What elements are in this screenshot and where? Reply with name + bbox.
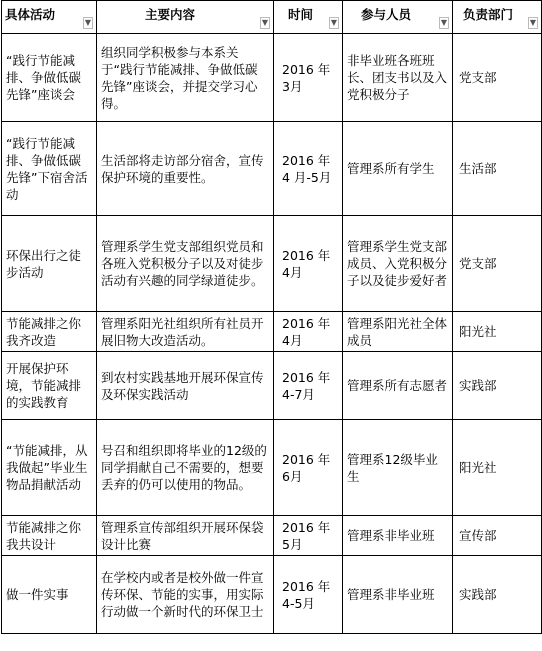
dropdown-arrow-icon[interactable]: ▼ [330,17,337,27]
table-header-row [2,1,542,34]
cell-people: 管理系所有志愿者 [343,352,453,420]
table-row [2,352,542,420]
activity-table [1,0,542,634]
cell-people: 管理系学生党支部成员、入党积极分子以及徒步爱好者 [343,216,453,312]
column-header-time[interactable]: 时间 ▼ [274,1,343,34]
cell-time: 2016 年 4月 [274,312,343,352]
cell-people: 管理系所有学生 [343,122,453,216]
cell-content: 在学校内或者是校外做一件宣传环保、节能的实事，用实际行动做一个新时代的环保卫士 [97,556,274,634]
cell-activity: “践行节能减排、争做低碳先锋”座谈会 [2,34,97,122]
dropdown-arrow-icon[interactable]: ▼ [529,17,536,27]
table-row [2,516,542,556]
cell-dept: 生活部 [453,122,542,216]
cell-content: 管理系宣传部组织开展环保袋设计比赛 [97,516,274,556]
column-header-activity[interactable]: 具体活动 ▼ [2,1,97,34]
cell-dept: 阳光社 [453,312,542,352]
cell-time: 2016 年 6月 [274,420,343,516]
cell-people: 管理系阳光社全体成员 [343,312,453,352]
cell-dept: 党支部 [453,216,542,312]
cell-time: 2016 年 5月 [274,516,343,556]
cell-activity: “践行节能减排、争做低碳先锋”下宿舍活动 [2,122,97,216]
cell-activity: 开展保护环境，节能减排的实践教育 [2,352,97,420]
cell-people: 非毕业班各班班长、团支书以及入党积极分子 [343,34,453,122]
table-row [2,34,542,122]
cell-content: 管理系学生党支部组织党员和各班入党积极分子以及对徒步活动有兴趣的同学绿道徒步。 [97,216,274,312]
cell-dept: 实践部 [453,556,542,634]
cell-activity: 环保出行之徒步活动 [2,216,97,312]
table-row [2,556,542,634]
table-row [2,420,542,516]
column-header-content[interactable]: 主要内容 ▼ [97,1,274,34]
dropdown-arrow-icon[interactable]: ▼ [440,17,447,27]
cell-people: 管理系12级毕业生 [343,420,453,516]
table-row [2,122,542,216]
column-header-people[interactable]: 参与人员 ▼ [343,1,453,34]
cell-activity: “节能减排，从我做起”毕业生物品捐献活动 [2,420,97,516]
cell-activity: 节能减排之你我共设计 [2,516,97,556]
cell-activity: 做一件实事 [2,556,97,634]
cell-dept: 实践部 [453,352,542,420]
cell-dept: 宣传部 [453,516,542,556]
cell-time: 2016 年 4-5月 [274,556,343,634]
cell-content: 到农村实践基地开展环保宣传及环保实践活动 [97,352,274,420]
cell-people: 管理系非毕业班 [343,556,453,634]
dropdown-arrow-icon[interactable]: ▼ [84,17,91,27]
cell-activity: 节能减排之你我齐改造 [2,312,97,352]
cell-content: 组织同学积极参与本系关于“践行节能减排、争做低碳先锋”座谈会，并提交学习心得。 [97,34,274,122]
cell-time: 2016 年 4-7月 [274,352,343,420]
table-row [2,312,542,352]
cell-content: 生活部将走访部分宿舍，宣传保护环境的重要性。 [97,122,274,216]
cell-dept: 阳光社 [453,420,542,516]
cell-time: 2016 年 4 月-5月 [274,122,343,216]
cell-time: 2016 年 3月 [274,34,343,122]
table-row [2,216,542,312]
column-header-dept[interactable]: 负责部门 ▼ [453,1,542,34]
cell-people: 管理系非毕业班 [343,516,453,556]
cell-content: 管理系阳光社组织所有社员开展旧物大改造活动。 [97,312,274,352]
dropdown-arrow-icon[interactable]: ▼ [261,17,268,27]
cell-time: 2016 年 4月 [274,216,343,312]
cell-content: 号召和组织即将毕业的12级的同学捐献自己不需要的，想要丢弃的仍可以使用的物品。 [97,420,274,516]
cell-dept: 党支部 [453,34,542,122]
